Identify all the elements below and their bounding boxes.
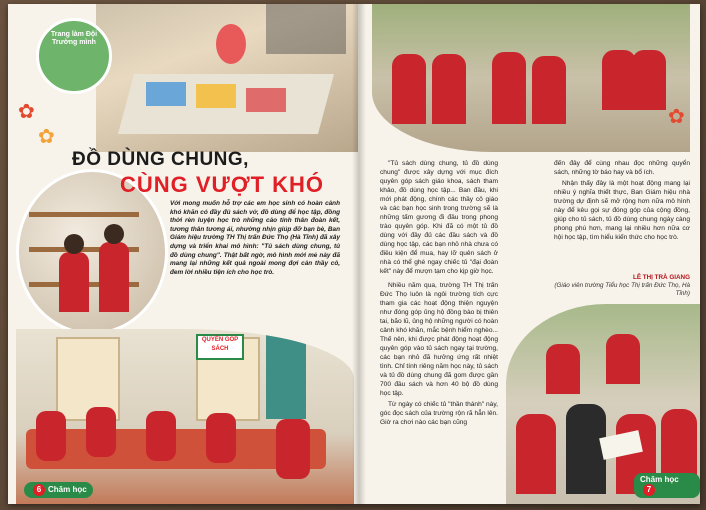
paragraph: đến đây để cùng nhau đọc những quyển sách, những tờ báo hay và bổ ích. — [554, 160, 690, 176]
footer-label: Chăm học — [48, 485, 87, 494]
paragraph: Nhiều năm qua, trường TH Thị trấn Đức Thọ luôn là ngôi trường tích cực tham gia các hoạt động thiện nguyện như đóng góp ủng hộ đồng bào bị thiên tai, bão lũ, ủng hộ những người có hoàn cảnh khó khăn, mắc bệnh hiểm nghèo... Thế nên, khi được phát động hoạt động quyên góp vào tủ sách ngay tại trường, các bạn nhỏ đã hưởng ứng rất nhiệt tình. Chỉ tính riêng năm học này, tủ sách và tủ đồ dùng chung đã gom được gần 700 đầu sách và hơn 40 bộ đồ dùng học tập. — [380, 282, 499, 397]
photo-kids-reading-outdoors — [372, 4, 690, 152]
magazine-spread — [8, 4, 700, 504]
article-title-line1: ĐỒ DÙNG CHUNG, — [72, 149, 249, 170]
flower-icon: ✿ — [668, 106, 685, 128]
footer-right — [634, 473, 700, 498]
article-column-1 — [380, 159, 498, 278]
flower-icon: ✿ — [38, 126, 55, 148]
article-intro: Với mong muốn hỗ trợ các em học sinh có hoàn cảnh khó khăn có đầy đủ sách vở, đồ dùng để học tập, đồng thời rèn luyện học trò những cảo tính thân đoàn kết, tương thân tương ái, nhường nhịn giúp đỡ bạn bè, Ban Giám hiệu trường TH Thị trấn Đức Thọ (Hà Tĩnh) đã xây dựng và triển khai mô hình: "Tủ sách dùng chung, tủ đồ dùng chung". Thật bất ngờ, mô hình mới mẻ này đã mang lại những kết quả ngoài mong đợi cản thầy cô, đem lời nhiều tiện ích cho học trò. — [170, 200, 340, 276]
badge-text: Trang làm Đội Trường mình — [50, 31, 98, 46]
author-role: (Giáo viên trường Tiểu học Thị trấn Đức Thọ, Hà Tĩnh) — [554, 282, 690, 297]
donate-books-sign: QUYÊN GÓP SÁCH — [196, 334, 244, 360]
page-number: 7 — [643, 484, 655, 496]
footer-label: Chăm học — [640, 475, 679, 484]
photo-reading-corner — [16, 329, 354, 504]
article-column-3 — [554, 159, 690, 244]
page-number: 6 — [33, 484, 45, 496]
author-name: LÊ THỊ TRÀ GIANG — [632, 274, 690, 281]
paragraph: Nhận thấy đây là một hoạt động mang lại nhiều ý nghĩa thiết thực, Ban Giám hiệu nhà trường dự định sẽ mở rộng hơn nữa mô hình này để kêu gọi sự đóng góp của cộng đồng, giúp cho tủ sách, tủ đồ dùng chung ngày càng phong phú hơn, mang lại nhiều hơn nữa cơ hội học tập, tìm hiểu kiến thức cho học trò. — [554, 180, 690, 241]
article-title-line2: CÙNG VƯỢT KHÓ — [120, 172, 325, 197]
paragraph: "Tủ sách dùng chung, tủ đồ dùng chung" được xây dựng với mục đích quyên góp sách giáo khoa, sách tham khảo, đồ dùng học tập... Ban đầu, khi mới phát động, chính các thầy cô giáo và các bạn học sinh trong trường sẽ là những tấm gương đi đầu trong phong trào quyên góp. Khi đã có một tủ đồ dùng với đầy đủ các đầu sách và đồ dùng học tập, các bạn nhỏ nhà chưa có điều kiện để mua, hay lỡ quên sách ở nhà có thể ghé ngay chiếc tủ "đại đoàn kết" này để mượn tạm cho kịp giờ học. — [380, 160, 498, 275]
flower-icon: ✿ — [18, 101, 35, 123]
author-byline — [554, 274, 690, 298]
section-badge — [36, 18, 112, 94]
page-gutter — [352, 4, 366, 504]
photo-books-table — [96, 4, 358, 152]
footer-left — [24, 482, 93, 498]
article-column-2 — [380, 281, 498, 429]
paragraph: Từ ngày có chiếc tủ "thần thánh" này, góc đọc sách của trường rộn rã hẳn lên. Giờ ra chơi nào các bạn cũng — [380, 401, 498, 426]
